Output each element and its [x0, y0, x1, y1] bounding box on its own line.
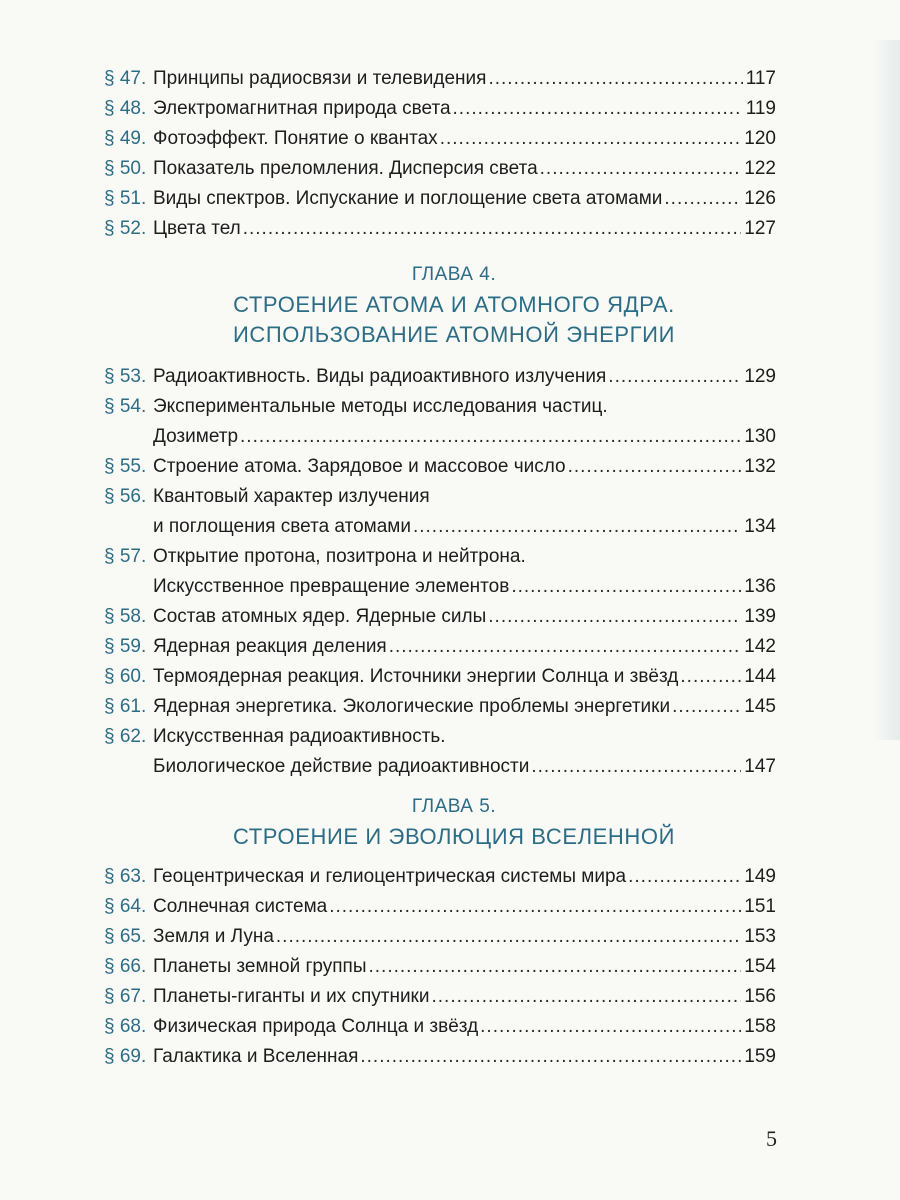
toc-entry-page: 144 [744, 666, 776, 687]
toc-entry-67[interactable] [104, 982, 776, 1012]
toc-group-chapter-5 [104, 862, 776, 1072]
chapter-title: СТРОЕНИЕ И ЭВОЛЮЦИЯ ВСЕЛЕННОЙ [232, 824, 676, 849]
toc-entry-number: § 52. [104, 218, 147, 239]
toc-entry-number: § 58. [104, 606, 147, 627]
toc-entry-line [104, 482, 776, 512]
toc-entry-page: 156 [744, 986, 776, 1007]
dot-leader [531, 752, 741, 782]
toc-entry-title: Галактика и Вселенная [153, 1046, 359, 1067]
toc-entry-number: § 69. [104, 1046, 147, 1067]
toc-entry-line [104, 722, 776, 752]
toc-entry-title: Открытие протона, позитрона и нейтрона. [153, 546, 526, 567]
toc-entry-57[interactable] [104, 542, 776, 602]
dot-leader [360, 1042, 741, 1072]
toc-entry-number: § 50. [104, 158, 147, 179]
dot-leader [329, 892, 741, 922]
toc-entry-line [104, 752, 776, 782]
toc-entry-number: § 61. [104, 696, 147, 717]
toc-group-chapter-3 [104, 64, 776, 244]
toc-entry-49[interactable] [104, 124, 776, 154]
toc-entry-54[interactable] [104, 392, 776, 452]
dot-leader [243, 214, 742, 244]
toc-entry-title: Фотоэффект. Понятие о квантах [153, 128, 438, 149]
toc-entry-page: 145 [744, 696, 776, 717]
toc-entry-56[interactable] [104, 482, 776, 542]
dot-leader [480, 1012, 741, 1042]
dot-leader [488, 64, 742, 94]
page-number: 5 [766, 1126, 777, 1151]
toc-entry-number: § 60. [104, 666, 147, 687]
toc-entry-number: § 54. [104, 396, 147, 417]
toc-entry-title-cont: Искусственное превращение элементов [153, 576, 510, 597]
dot-leader [608, 362, 741, 392]
toc-entry-title: Геоцентрическая и гелиоцентрическая системы мира [153, 866, 627, 887]
toc-entry-line [104, 392, 776, 422]
toc-entry-53[interactable] [104, 362, 776, 392]
toc-entry-number: § 66. [104, 956, 147, 977]
toc-entry-page: 117 [745, 68, 776, 89]
dot-leader [664, 184, 741, 214]
toc-entry-page: 130 [744, 426, 776, 447]
toc-entry-title: Строение атома. Зарядовое и массовое число [153, 456, 566, 477]
toc-entry-number: § 68. [104, 1016, 147, 1037]
page-edge-shadow [874, 40, 900, 740]
toc-entry-title: Состав атомных ядер. Ядерные силы [153, 606, 487, 627]
toc-entry-title: Солнечная система [153, 896, 328, 917]
toc-entry-page: 147 [744, 756, 776, 777]
dot-leader [568, 452, 742, 482]
toc-entry-61[interactable] [104, 692, 776, 722]
toc-entry-page: 127 [744, 218, 776, 239]
dot-leader [413, 512, 741, 542]
toc-entry-48[interactable] [104, 94, 776, 124]
toc-entry-page: 134 [744, 516, 776, 537]
toc-entry-page: 136 [744, 576, 776, 597]
chapter-label: ГЛАВА 5. [411, 796, 497, 817]
toc-entry-number: § 57. [104, 546, 147, 567]
toc-entry-line [104, 512, 776, 542]
chapter-title: ИСПОЛЬЗОВАНИЕ АТОМНОЙ ЭНЕРГИИ [232, 322, 676, 347]
toc-entry-title: Цвета тел [153, 218, 241, 239]
toc-entry-page: 151 [744, 896, 776, 917]
toc-entry-68[interactable] [104, 1012, 776, 1042]
toc-entry-number: § 49. [104, 128, 147, 149]
dot-leader [440, 124, 742, 154]
toc-entry-title: Земля и Луна [153, 926, 274, 947]
dot-leader [540, 154, 742, 184]
toc-entry-64[interactable] [104, 892, 776, 922]
toc-entry-number: § 62. [104, 726, 147, 747]
toc-entry-number: § 53. [104, 366, 147, 387]
toc-entry-52[interactable] [104, 214, 776, 244]
toc-entry-69[interactable] [104, 1042, 776, 1072]
chapter-5-heading [104, 792, 776, 852]
toc-group-chapter-4 [104, 362, 776, 782]
toc-entry-page: 139 [744, 606, 776, 627]
toc-entry-title-cont: Дозиметр [153, 426, 239, 447]
toc-entry-title: Экспериментальные методы исследования частиц. [153, 396, 608, 417]
table-of-contents [104, 64, 776, 1072]
dot-leader [628, 862, 741, 892]
toc-entry-page: 126 [744, 188, 776, 209]
chapter-title: СТРОЕНИЕ АТОМА И АТОМНОГО ЯДРА. [233, 292, 675, 317]
toc-entry-title: Физическая природа Солнца и звёзд [153, 1016, 479, 1037]
toc-entry-number: § 51. [104, 188, 147, 209]
dot-leader [431, 982, 741, 1012]
dot-leader [453, 94, 743, 124]
toc-entry-page: 142 [744, 636, 776, 657]
toc-entry-page: 120 [744, 128, 776, 149]
dot-leader [511, 572, 741, 602]
dot-leader [389, 632, 742, 662]
toc-entry-62[interactable] [104, 722, 776, 782]
toc-entry-number: § 56. [104, 486, 147, 507]
toc-entry-title: Планеты земной группы [153, 956, 367, 977]
toc-entry-65[interactable] [104, 922, 776, 952]
toc-entry-page: 153 [744, 926, 776, 947]
toc-entry-51[interactable] [104, 184, 776, 214]
toc-entry-page: 158 [744, 1016, 776, 1037]
toc-entry-title: Электромагнитная природа света [153, 98, 451, 119]
toc-entry-47[interactable] [104, 64, 776, 94]
toc-entry-59[interactable] [104, 632, 776, 662]
toc-entry-page: 149 [744, 866, 776, 887]
dot-leader [276, 922, 741, 952]
toc-entry-number: § 63. [104, 866, 147, 887]
toc-entry-line [104, 572, 776, 602]
toc-entry-title: Ядерная энергетика. Экологические проблемы энергетики [153, 696, 671, 717]
dot-leader [680, 662, 741, 692]
toc-entry-title-cont: Биологическое действие радиоактивности [153, 756, 530, 777]
toc-entry-title: Ядерная реакция деления [153, 636, 387, 657]
toc-entry-63[interactable] [104, 862, 776, 892]
toc-entry-number: § 55. [104, 456, 147, 477]
toc-entry-title: Квантовый характер излучения [153, 486, 430, 507]
toc-entry-title: Термоядерная реакция. Источники энергии Солнца и звёзд [153, 666, 679, 687]
toc-entry-number: § 67. [104, 986, 147, 1007]
toc-entry-55[interactable] [104, 452, 776, 482]
toc-entry-line [104, 542, 776, 572]
toc-entry-number: § 48. [104, 98, 147, 119]
toc-entry-page: 132 [744, 456, 776, 477]
toc-entry-title: Принципы радиосвязи и телевидения [153, 68, 487, 89]
toc-entry-page: 122 [744, 158, 776, 179]
toc-entry-50[interactable] [104, 154, 776, 184]
toc-entry-page: 129 [744, 366, 776, 387]
toc-entry-number: § 47. [104, 68, 147, 89]
toc-entry-title: Радиоактивность. Виды радиоактивного излучения [153, 366, 607, 387]
chapter-4-heading [104, 260, 776, 350]
toc-entry-title: Виды спектров. Испускание и поглощение света атомами [153, 188, 663, 209]
toc-entry-number: § 64. [104, 896, 147, 917]
toc-entry-title: Показатель преломления. Дисперсия света [153, 158, 538, 179]
dot-leader [488, 602, 741, 632]
toc-entry-title: Планеты-гиганты и их спутники [153, 986, 430, 1007]
toc-entry-number: § 59. [104, 636, 147, 657]
toc-entry-60[interactable] [104, 662, 776, 692]
toc-entry-page: 154 [744, 956, 776, 977]
toc-entry-66[interactable] [104, 952, 776, 982]
dot-leader [240, 422, 741, 452]
toc-entry-number: § 65. [104, 926, 147, 947]
toc-entry-title: Искусственная радиоактивность. [153, 726, 446, 747]
toc-entry-line [104, 422, 776, 452]
chapter-label: ГЛАВА 4. [411, 264, 497, 285]
toc-entry-page: 119 [745, 98, 776, 119]
dot-leader [672, 692, 741, 722]
toc-entry-page: 159 [744, 1046, 776, 1067]
dot-leader [368, 952, 741, 982]
toc-entry-title-cont: и поглощения света атомами [153, 516, 411, 537]
toc-entry-58[interactable] [104, 602, 776, 632]
